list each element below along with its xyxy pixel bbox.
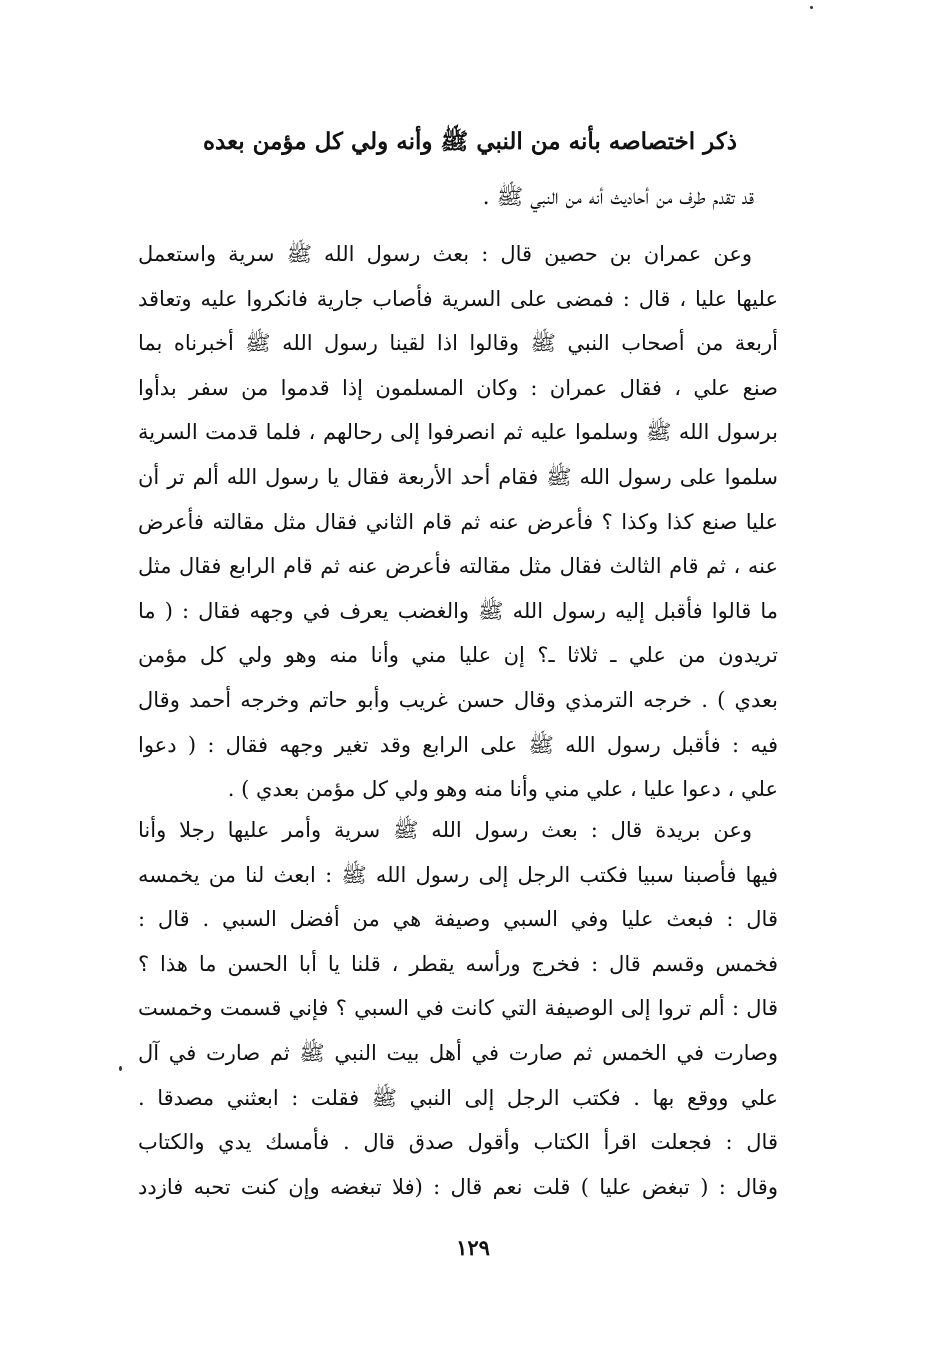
text-line: عنه ، ثم قام الثالث فقال مثل مقالته فأعرض عنه ثم قام الرابع فقال مثل (138, 554, 778, 579)
section-title: ذكر اختصاصه بأنه من النبي ﷺ وأنه ولي كل مؤمن بعده (202, 128, 738, 155)
text-line: فيه : فأقبل رسول الله ﷺ على الرابع وقد تغير وجهه فقال : ( دعوا (138, 732, 778, 757)
page-number: ١٢٩ (456, 1235, 490, 1260)
text-line: فيها فأصبنا سبيا فكتب الرجل إلى رسول الله ﷺ : ابعث لنا من يخمسه (138, 862, 778, 887)
text-line: قال : ألم تروا إلى الوصيفة التي كانت في السبي ؟ فإني قسمت وخمست (138, 996, 778, 1021)
text-line: ما قالوا فأقبل إليه رسول الله ﷺ والغضب يعرف في وجهه فقال : ( ما (138, 598, 778, 623)
intro-line: قد تقدم طرف من أحاديث أنه من النبي ﷺ . (482, 185, 754, 210)
text-line: وعن عمران بن حصين قال : بعث رسول الله ﷺ سرية واستعمل (138, 242, 752, 266)
text-line: سلموا على رسول الله ﷺ فقام أحد الأربعة فقال يا رسول الله ألم تر أن (138, 464, 778, 489)
text-line: علي ووقع بها . فكتب الرجل إلى النبي ﷺ فقلت : ابعثني مصدقا . (138, 1085, 778, 1110)
text-line: قال : فبعث عليا وفي السبي وصيفة هي من أفضل السبي . قال : (138, 907, 778, 932)
text-line: صنع علي ، فقال عمران : وكان المسلمون إذا قدموا من سفر بدأوا (138, 375, 778, 400)
scan-dot (810, 6, 813, 9)
text-line: بعدي ) . خرجه الترمذي وقال حسن غريب وأبو حاتم وخرجه أحمد وقال (138, 687, 778, 712)
text-line: تريدون من علي ـ ثلاثا ـ؟ إن عليا مني وأنا منه وهو ولي كل مؤمن (138, 643, 778, 668)
text-line: فخمس وقسم قال : فخرج ورأسه يقطر ، قلنا يا أبا الحسن ما هذا ؟ (138, 951, 778, 976)
margin-mark (119, 1066, 122, 1071)
text-line: أربعة من أصحاب النبي ﷺ وقالوا اذا لقينا رسول الله ﷺ أخبرناه بما (138, 331, 778, 356)
text-line: برسول الله ﷺ وسلموا عليه ثم انصرفوا إلى رحالهم ، فلما قدمت السرية (138, 420, 778, 445)
text-line: وقال : ( تبغض عليا ) قلت نعم قال : (فلا تبغضه وإن كنت تحبه فازدد (138, 1174, 778, 1199)
paragraph-imran-hadith (138, 232, 778, 812)
text-line: عليا صنع كذا وكذا ؟ فأعرض عنه ثم قام الثاني فقال مثل مقالته فأعرض (138, 509, 778, 534)
text-line: قال : فجعلت اقرأ الكتاب وأقول صدق قال . فأمسك يدي والكتاب (138, 1130, 778, 1155)
text-line: وعن بريدة قال : بعث رسول الله ﷺ سرية وأمر عليها رجلا وأنا (138, 818, 752, 842)
text-line: علي ، دعوا عليا ، علي مني وأنا منه وهو ولي كل مؤمن بعدي ) . (227, 777, 778, 802)
paragraph-buraida-hadith (138, 808, 778, 1209)
text-line: عليها عليا ، قال : فمضى على السرية فأصاب جارية فانكروا عليه وتعاقد (138, 286, 778, 311)
text-line: وصارت في الخمس ثم صارت في أهل بيت النبي ﷺ ثم صارت في آل (138, 1040, 778, 1065)
